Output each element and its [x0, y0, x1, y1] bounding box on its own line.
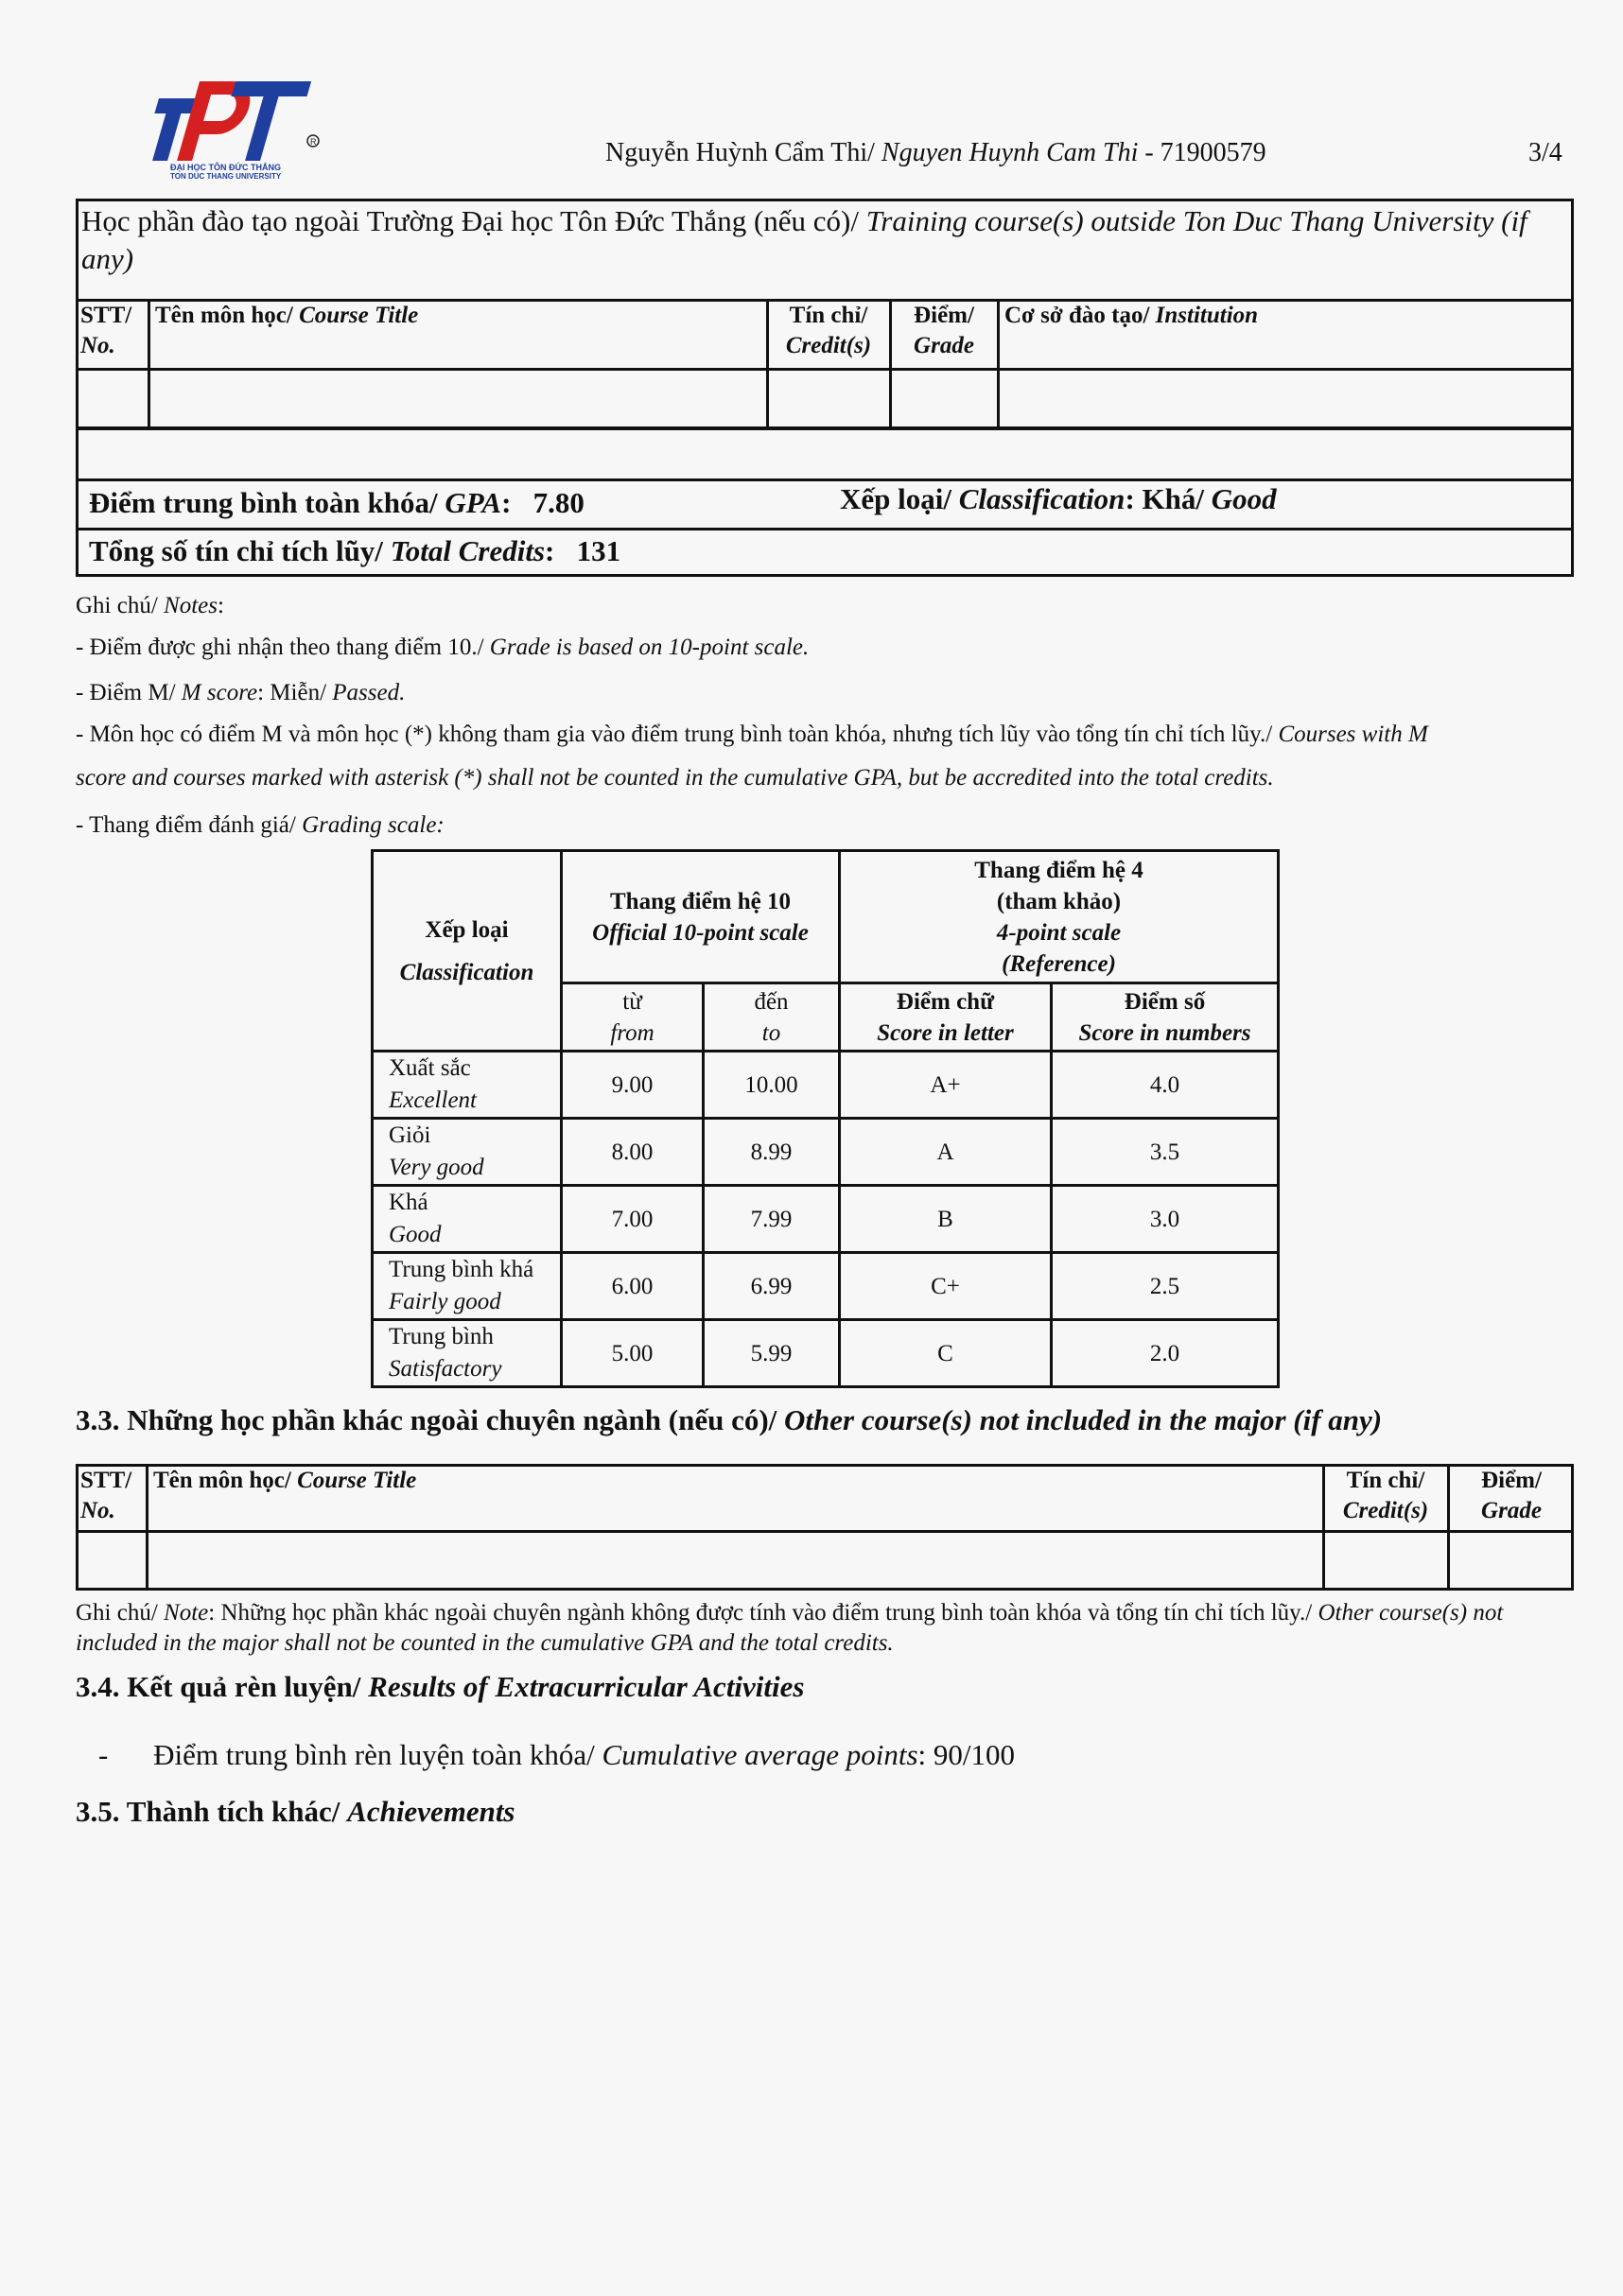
- student-header: [605, 138, 1266, 168]
- bullet-dash: -: [98, 1738, 109, 1771]
- header-to: đến to: [704, 983, 840, 1052]
- note-3: - Môn học có điểm M và môn học (*) không tham gia vào điểm trung bình toàn khóa, nhưng tích lũy vào tổng tín chỉ tích lũy./ Courses with M: [76, 722, 1428, 747]
- header-classification: Xếp loại Classification: [373, 851, 562, 1052]
- table-row: Xuất sắc Excellent 9.00 10.00 A+ 4.0: [373, 1052, 1279, 1119]
- note-2: - Điểm M/ M score: Miễn/ Passed.: [76, 680, 406, 705]
- total-credits-value: 131: [576, 534, 621, 567]
- header-letter: Điểm chữ Score in letter: [840, 983, 1052, 1052]
- note-4: - Thang điểm đánh giá/ Grading scale:: [76, 812, 445, 838]
- col-header-grade: Điểm/ Grade: [914, 303, 974, 358]
- student-name-vi: Nguyễn Huỳnh Cẩm Thi/: [605, 138, 875, 167]
- section-3-3-title: 3.3. Những học phần khác ngoài chuyên ngành (nếu có)/ Other course(s) not included in the major (if any): [76, 1403, 1383, 1436]
- logo-caption-vi: ĐẠI HỌC TÔN ĐỨC THẮNG: [170, 163, 281, 172]
- logo-caption-en: TON DUC THANG UNIVERSITY: [170, 172, 282, 181]
- col-line: [766, 299, 769, 428]
- col-header-credits: Tín chỉ/ Credit(s): [1342, 1468, 1429, 1523]
- notes-heading: Ghi chú/ Notes:: [76, 593, 224, 618]
- gpa-line: Điểm trung bình toàn khóa/ GPA: 7.80: [89, 486, 585, 519]
- outside-training-title: [81, 202, 1557, 278]
- note-3-cont: score and courses marked with asterisk (*) shall not be counted in the cumulative GPA, but be accredited into the total credits.: [76, 765, 1274, 791]
- col-header-grade: Điểm/ Grade: [1481, 1468, 1542, 1523]
- col-line: [1447, 1464, 1450, 1591]
- title-vi: Học phần đào tạo ngoài Trường Đại học Tôn Đức Thắng (nếu có)/: [81, 204, 859, 237]
- col-line: [997, 299, 1000, 428]
- col-line: [889, 299, 892, 428]
- table-row: Giỏi Very good 8.00 8.99 A 3.5: [373, 1119, 1279, 1186]
- grading-scale-table: [371, 849, 1280, 1388]
- divider: [76, 478, 1574, 481]
- divider: [76, 1530, 1574, 1533]
- divider: [76, 528, 1574, 531]
- divider: [76, 368, 1574, 371]
- extracurricular-value: : 90/100: [917, 1738, 1015, 1771]
- student-id: - 71900579: [1138, 138, 1266, 167]
- section-3-3-note: Ghi chú/ Note: Những học phần khác ngoài chuyên ngành không được tính vào điểm trung bình toàn khóa và tổng tín chỉ tích lũy./ Other course(s) not included in the major shall not be counted in the cumulative GPA and the total credits.: [76, 1600, 1504, 1656]
- col-header-no: STT/ No.: [80, 303, 132, 358]
- table-row: Khá Good 7.00 7.99 B 3.0: [373, 1186, 1279, 1253]
- svg-text:R: R: [310, 137, 317, 147]
- divider: [76, 426, 1574, 430]
- title-en: Training course(s) outside Ton Duc Thang University (if any): [81, 204, 1527, 275]
- table-row: Trung bình Satisfactory 5.00 5.99 C 2.0: [373, 1320, 1279, 1387]
- col-line: [146, 1464, 148, 1591]
- col-header-title: Tên môn học/ Course Title: [153, 1468, 417, 1493]
- university-logo: [129, 72, 333, 189]
- note-1: - Điểm được ghi nhận theo thang điểm 10./ Grade is based on 10-point scale.: [76, 635, 810, 660]
- student-name-en: Nguyen Huynh Cam Thi: [881, 138, 1139, 167]
- header-4-point: Thang điểm hệ 4 (tham khảo) 4-point scale (Reference): [840, 851, 1279, 983]
- header-10-point: Thang điểm hệ 10 Official 10-point scale: [562, 851, 840, 983]
- total-credits-line: Tổng số tín chỉ tích lũy/ Total Credits: 131: [89, 534, 621, 567]
- section-3-5-title: 3.5. Thành tích khác/ Achievements: [76, 1795, 515, 1828]
- classification-value: Khá/: [1142, 482, 1204, 515]
- header-numbers: Điểm số Score in numbers: [1052, 983, 1279, 1052]
- col-header-no: STT/ No.: [80, 1468, 132, 1523]
- col-header-institution: Cơ sở đào tạo/ Institution: [1004, 303, 1259, 328]
- extracurricular-item: - Điểm trung bình rèn luyện toàn khóa/ Cumulative average points: 90/100: [98, 1738, 1015, 1771]
- classification-line: Xếp loại/ Classification: Khá/ Good: [840, 482, 1277, 515]
- header-from: từ from: [562, 983, 704, 1052]
- col-line: [1322, 1464, 1325, 1591]
- table-row: Trung bình khá Fairly good 6.00 6.99 C+ 2.5: [373, 1253, 1279, 1320]
- page-number: 3/4: [1528, 138, 1562, 167]
- col-header-credits: Tín chỉ/ Credit(s): [785, 303, 872, 358]
- col-line: [148, 299, 150, 428]
- section-3-4-title: 3.4. Kết quả rèn luyện/ Results of Extracurricular Activities: [76, 1670, 805, 1703]
- gpa-value: 7.80: [532, 486, 585, 519]
- col-header-title: Tên môn học/ Course Title: [155, 303, 419, 328]
